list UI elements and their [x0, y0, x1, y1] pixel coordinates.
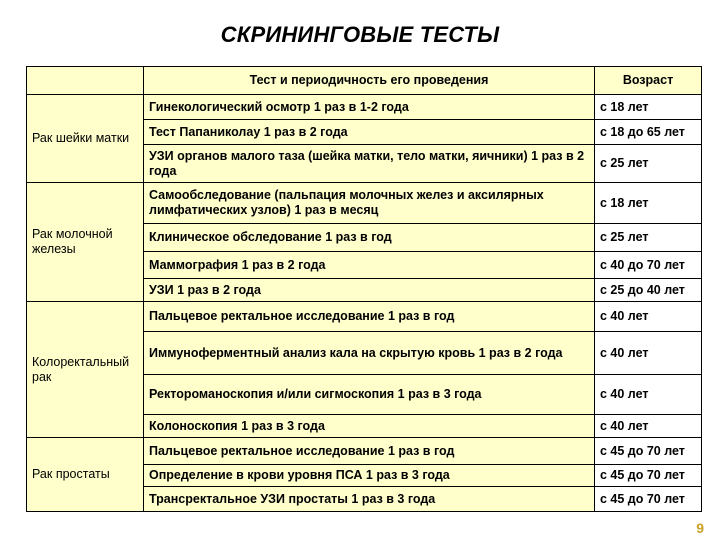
- test-cell: Пальцевое ректальное исследование 1 раз в год: [144, 302, 595, 332]
- age-cell: с 40 лет: [595, 332, 702, 375]
- header-age: Возраст: [595, 67, 702, 95]
- test-cell: Определение в крови уровня ПСА 1 раз в 3 года: [144, 465, 595, 487]
- test-cell: Гинекологический осмотр 1 раз в 1-2 года: [144, 95, 595, 120]
- header-category: [27, 67, 144, 95]
- age-cell: с 45 до 70 лет: [595, 438, 702, 465]
- age-cell: с 25 до 40 лет: [595, 279, 702, 302]
- age-cell: с 25 лет: [595, 145, 702, 183]
- table-row: [27, 302, 702, 332]
- test-cell: Колоноскопия 1 раз в 3 года: [144, 415, 595, 438]
- page-number: 9: [696, 520, 704, 536]
- test-cell: Иммуноферментный анализ кала на скрытую кровь 1 раз в 2 года: [144, 332, 595, 375]
- age-cell: с 40 лет: [595, 302, 702, 332]
- category-cell: Рак молочной железы: [27, 183, 144, 302]
- age-cell: с 45 до 70 лет: [595, 465, 702, 487]
- test-cell: Маммография 1 раз в 2 года: [144, 252, 595, 279]
- age-cell: с 45 до 70 лет: [595, 487, 702, 512]
- header-row: [27, 67, 702, 95]
- category-cell: Рак шейки матки: [27, 95, 144, 183]
- screening-table: [26, 66, 702, 512]
- age-cell: с 25 лет: [595, 224, 702, 252]
- category-cell: Колоректальный рак: [27, 302, 144, 438]
- test-cell: УЗИ органов малого таза (шейка матки, тело матки, яичники) 1 раз в 2 года: [144, 145, 595, 183]
- table-row: [27, 438, 702, 465]
- test-cell: Ректороманоскопия и/или сигмоскопия 1 раз в 3 года: [144, 375, 595, 415]
- header-test: Тест и периодичность его проведения: [144, 67, 595, 95]
- test-cell: Тест Папаниколау 1 раз в 2 года: [144, 120, 595, 145]
- age-cell: с 40 лет: [595, 375, 702, 415]
- test-cell: Трансректальное УЗИ простаты 1 раз в 3 года: [144, 487, 595, 512]
- test-cell: УЗИ 1 раз в 2 года: [144, 279, 595, 302]
- test-cell: Самообследование (пальпация молочных желез и аксилярных лимфатических узлов) 1 раз в месяц: [144, 183, 595, 224]
- test-cell: Клиническое обследование 1 раз в год: [144, 224, 595, 252]
- age-cell: с 18 лет: [595, 95, 702, 120]
- age-cell: с 18 лет: [595, 183, 702, 224]
- age-cell: с 40 лет: [595, 415, 702, 438]
- page-title: СКРИНИНГОВЫЕ ТЕСТЫ: [220, 22, 500, 47]
- test-cell: Пальцевое ректальное исследование 1 раз в год: [144, 438, 595, 465]
- age-cell: с 18 до 65 лет: [595, 120, 702, 145]
- age-cell: с 40 до 70 лет: [595, 252, 702, 279]
- table-row: [27, 95, 702, 120]
- table-body: [27, 67, 702, 512]
- table-row: [27, 183, 702, 224]
- category-cell: Рак простаты: [27, 438, 144, 512]
